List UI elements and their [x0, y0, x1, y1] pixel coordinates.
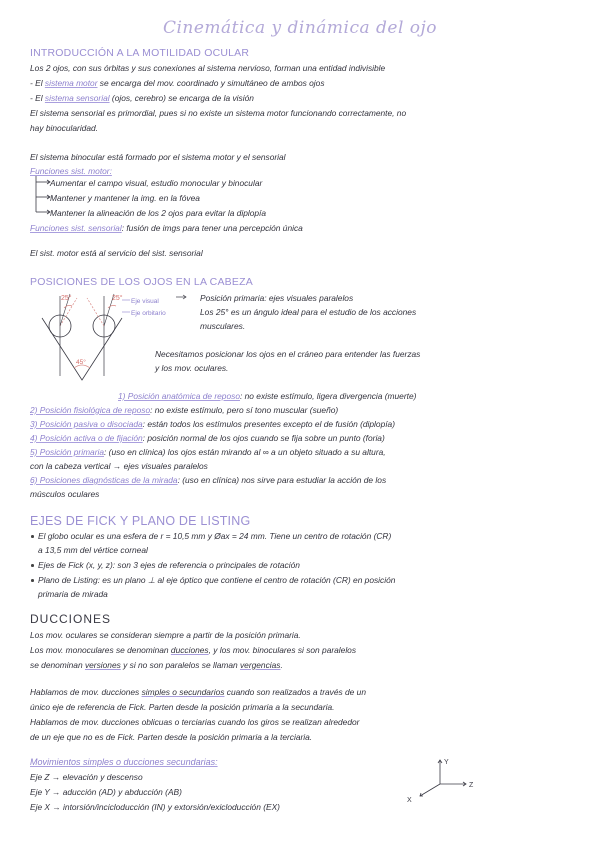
ducciones-line-2: Los mov. monoculares se denominan ducciones, y los mov. binoculares si son paralelos — [30, 645, 357, 655]
fick-bullet-2: Ejes de Fick (x, y, z): son 3 ejes de referencia o principales de rotación — [38, 560, 300, 570]
ducciones-line-1: Los mov. oculares se consideran siempre a partir de la posición primaria. — [30, 630, 301, 640]
ducciones-line-6: Hablamos de mov. ducciones oblicuas o terciarias cuando los giros se realizan alrededor — [30, 717, 360, 727]
bullet-icon — [31, 535, 34, 538]
intro-heading: INTRODUCCIÓN A LA MOTILIDAD OCULAR — [30, 47, 250, 59]
intro-line-4: El sistema sensorial es primordial, pues si no existe un sistema motor funcionando correctamente, no — [30, 108, 407, 118]
fick-bullet-1: El globo ocular es una esfera de r = 10,5 mm y Øax = 24 mm. Tiene un centro de rotación (CR) — [38, 531, 392, 541]
angle-label-bottom: 45° — [76, 359, 86, 366]
eye-position-diagram — [30, 288, 200, 388]
motor-functions-label: Funciones sist. motor: — [30, 166, 112, 176]
motor-function-1: Aumentar el campo visual, estudio monocular y binocular — [50, 178, 263, 188]
intro-line-1: Los 2 ojos, con sus órbitas y sus conexiones al sistema nervioso, forman una entidad indivisible — [30, 63, 386, 73]
axis-y-label: Y — [444, 759, 449, 766]
movement-y: Eje Y → aducción (AD) y abducción (AB) — [30, 787, 182, 797]
intro-line-2: - El sistema motor se encarga del mov. coordinado y simultáneo de ambos ojos — [30, 78, 325, 88]
fick-heading: EJES DE FICK Y PLANO DE LISTING — [30, 514, 251, 528]
intro-line-7: El sist. motor está al servicio del sist. sensorial — [30, 248, 203, 258]
intro-line-5: hay binocularidad. — [30, 123, 98, 133]
fick-bullet-3: Plano de Listing: es un plano ⊥ al eje óptico que contiene el centro de rotación (CR) en posición — [38, 575, 396, 585]
sensorial-functions: Funciones sist. sensorial: fusión de imgs para tener una percepción única — [30, 223, 303, 233]
fick-bullet-1-cont: a 13,5 mm del vértice corneal — [38, 545, 148, 555]
bullet-icon — [31, 579, 34, 582]
positions-note-2: y los mov. oculares. — [155, 363, 229, 373]
motor-function-2: Mantener y mantener la img. en la fóvea — [50, 193, 200, 203]
fick-bullet-3-cont: primaria de mirada — [38, 589, 108, 599]
position-item-5: 5) Posición primaria: (uso en clínica) los ojos están mirando al ∞ a un objeto situado a su altura, — [30, 447, 386, 457]
axis-x-label: X — [407, 797, 412, 804]
positions-note-1: Necesitamos posicionar los ojos en el cráneo para entender las fuerzas — [155, 349, 421, 359]
motor-function-3: Mantener la alineación de los 2 ojos para evitar la diplopía — [50, 208, 267, 218]
position-item-6: 6) Posiciones diagnósticas de la mirada: (uso en clínica) nos sirve para estudiar la acción de los — [30, 475, 387, 485]
bullet-icon — [31, 564, 34, 567]
ducciones-line-3: se denominan versiones y si no son paralelos se llaman vergencias. — [30, 660, 283, 670]
angle-label-left: 25° — [61, 295, 72, 302]
intro-line-3: - El sistema sensorial (ojos, cerebro) se encarga de la visión — [30, 93, 254, 103]
fick-axes-diagram — [400, 752, 480, 806]
primary-position-2: Los 25° es un ángulo ideal para el estudio de los acciones — [200, 307, 417, 317]
movement-z: Eje Z → elevación y descenso — [30, 772, 143, 782]
position-item-3: 3) Posición pasiva o disociada: están todos los estímulos presentes excepto el de fusión (diplopía) — [30, 419, 395, 429]
position-item-2: 2) Posición fisiológica de reposo: no existe estímulo, pero sí tono muscular (sueño) — [30, 405, 339, 415]
eje-orbitario-label: Eje orbitario — [131, 310, 166, 317]
intro-line-6: El sistema binocular está formado por el sistema motor y el sensorial — [30, 152, 286, 162]
movements-heading: Movimientos simples o ducciones secundarias: — [30, 757, 218, 767]
position-item-1: 1) Posición anatómica de reposo: no existe estímulo, ligera divergencia (muerte) — [118, 391, 417, 401]
page-title: Cinemática y dinámica del ojo — [162, 18, 438, 38]
position-item-6-cont: músculos oculares — [30, 489, 100, 499]
ducciones-line-5: único eje de referencia de Fick. Parten desde la posición primaria a la secundaria. — [30, 702, 335, 712]
ducciones-line-4: Hablamos de mov. ducciones simples o secundarios cuando son realizados a través de un — [30, 687, 366, 697]
ducciones-line-7: de un eje que no es de Fick. Parten desde la posición primaria a la terciaria. — [30, 732, 313, 742]
axis-z-label: Z — [469, 782, 474, 789]
movement-x: Eje X → intorsión/incicloducción (IN) y extorsión/exicloducción (EX) — [30, 802, 280, 812]
primary-position-1: Posición primaria: ejes visuales paralelos — [200, 293, 354, 303]
eje-visual-label: Eje visual — [131, 298, 159, 305]
ducciones-heading: DUCCIONES — [30, 612, 112, 626]
primary-position-3: musculares. — [200, 321, 246, 331]
position-item-4: 4) Posición activa o de fijación: posición normal de los ojos cuando se fija sobre un punto (foria) — [30, 433, 385, 443]
angle-label-right: 25° — [112, 295, 123, 302]
position-item-5-cont: con la cabeza vertical → ejes visuales paralelos — [30, 461, 208, 471]
positions-heading: POSICIONES DE LOS OJOS EN LA CABEZA — [30, 276, 253, 288]
